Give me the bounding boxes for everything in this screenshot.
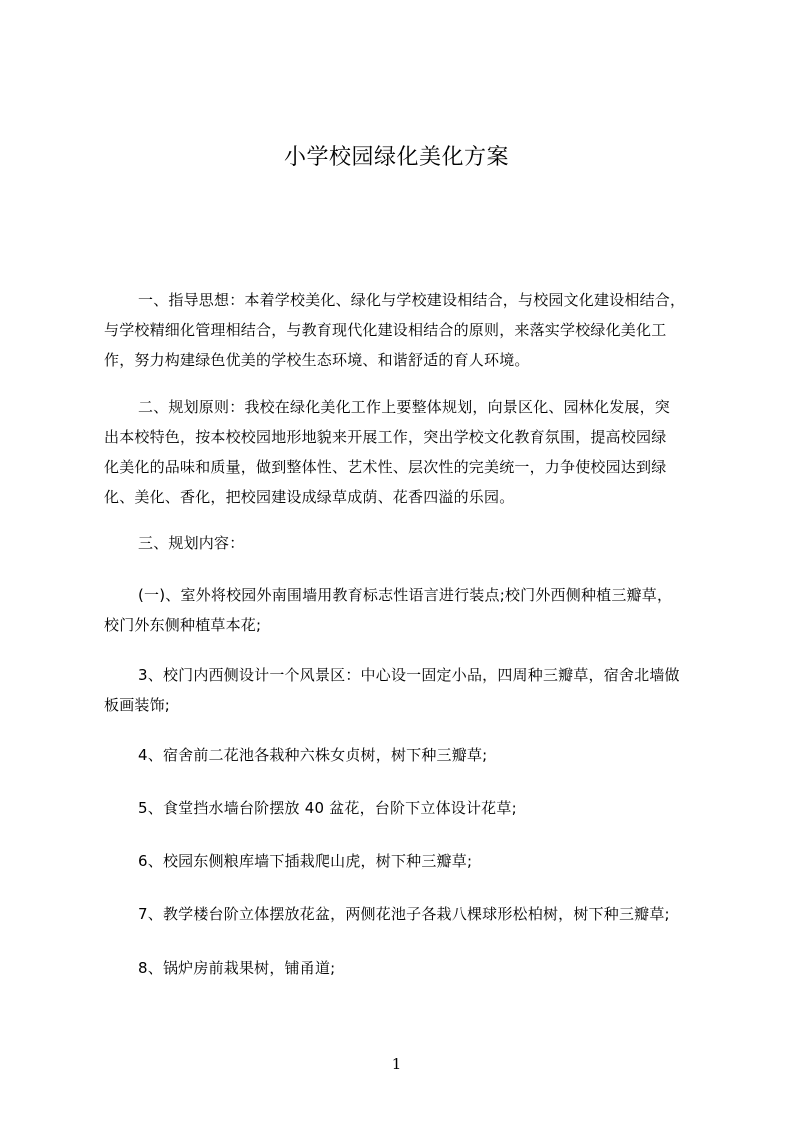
text-line: 4、宿舍前二花池各栽种六株女贞树，树下种三瓣草; <box>138 746 488 764</box>
text-line: 一、指导思想：本着学校美化、绿化与学校建设相结合，与校园文化建设相结合， <box>138 291 686 309</box>
text-line: 校门外东侧种植草本花; <box>104 616 262 634</box>
paragraph-item-4 <box>104 740 714 770</box>
paragraph-guiding-ideology <box>104 285 714 375</box>
text-line: 与学校精细化管理相结合，与教育现代化建设相结合的原则，来落实学校绿化美化工 <box>104 321 667 339</box>
document-title: 小学校园绿化美化方案 <box>283 145 509 170</box>
paragraph-item-3 <box>104 660 714 720</box>
text-line: 3、校门内西侧设计一个风景区：中心设一固定小品，四周种三瓣草，宿舍北墙做 <box>138 666 680 684</box>
text-line: 8、锅炉房前栽果树，铺甬道; <box>138 959 336 977</box>
text-line: (一)、室外将校园外南围墙用教育标志性语言进行装点;校门外西侧种植三瓣草， <box>138 586 673 604</box>
text-line: 化、美化、香化，把校园建设成绿草成荫、花香四溢的乐园。 <box>104 488 515 506</box>
paragraph-item-1 <box>104 580 714 640</box>
paragraph-item-8 <box>104 953 714 983</box>
text-line: 5、食堂挡水墙台阶摆放 40 盆花，台阶下立体设计花草; <box>138 799 517 817</box>
text-line: 化美化的品味和质量，做到整体性、艺术性、层次性的完美统一，力争使校园达到绿 <box>104 458 667 476</box>
text-line: 作，努力构建绿色优美的学校生态环境、和谐舒适的育人环境。 <box>104 351 530 369</box>
page-number: 1 <box>391 1055 402 1073</box>
text-line: 二、规划原则：我校在绿化美化工作上要整体规划，向景区化、园林化发展，突 <box>138 398 671 416</box>
text-line: 板画装饰; <box>104 696 171 714</box>
text-line: 7、教学楼台阶立体摆放花盆，两侧花池子各栽八棵球形松柏树，树下种三瓣草; <box>138 905 670 923</box>
paragraph-planning-content-heading <box>104 528 714 558</box>
paragraph-item-7 <box>104 899 714 929</box>
paragraph-item-5 <box>104 793 714 823</box>
text-line: 出本校特色，按本校校园地形地貌来开展工作，突出学校文化教育氛围，提高校园绿 <box>104 428 667 446</box>
paragraph-planning-principles <box>104 392 714 512</box>
text-line: 三、规划内容： <box>138 534 245 552</box>
text-line: 6、校园东侧粮库墙下插栽爬山虎，树下种三瓣草; <box>138 852 473 870</box>
paragraph-item-6 <box>104 846 714 876</box>
